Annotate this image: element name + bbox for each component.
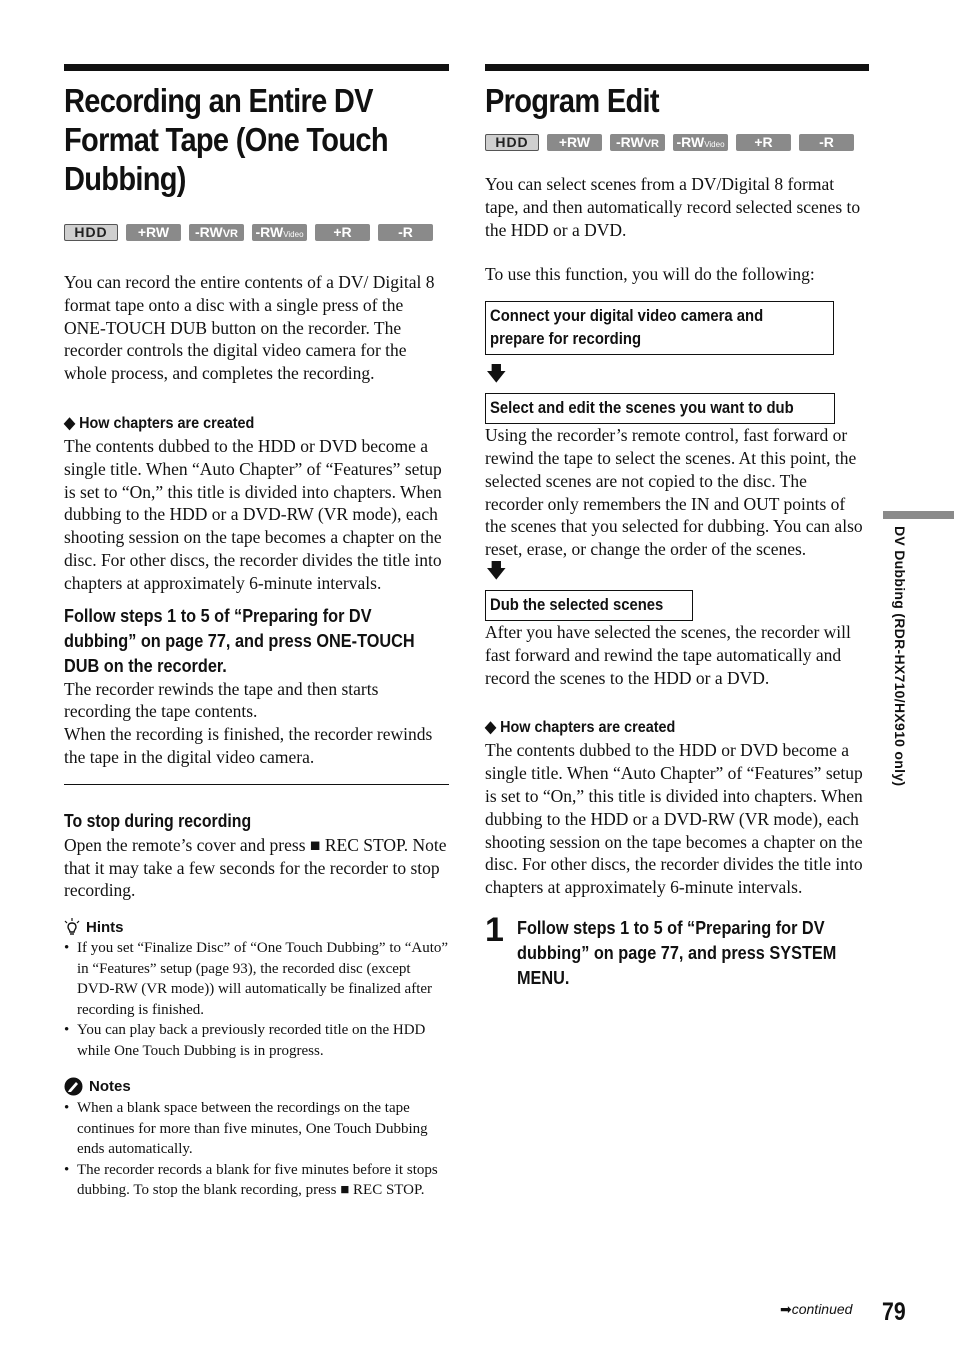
- section-title: Recording an Entire DV Format Tape (One Touch Dubbing): [64, 82, 388, 197]
- down-arrow-icon: 🡇: [486, 363, 507, 386]
- badge-plus-r: +R: [315, 224, 370, 241]
- hints-title: Hints: [64, 918, 449, 936]
- down-arrow-icon: 🡇: [486, 559, 507, 582]
- badge-plus-r: +R: [736, 134, 791, 151]
- intro-paragraph: You can record the entire contents of a DV/ Digital 8 format tape onto a disc with a single press of the ONE-TOUCH DUB button on the recorder. The recorder controls the digital video camera for the whole process, and completes the recording.: [64, 272, 435, 384]
- notes-title: Notes: [64, 1077, 449, 1096]
- notes-list: [64, 1098, 449, 1201]
- badge-minus-rw-vr: -RWVR: [189, 224, 244, 241]
- chapters-heading: ◆ How chapters are created: [485, 719, 676, 737]
- title-rule: [64, 64, 449, 71]
- right-column: [485, 64, 869, 990]
- note-icon: [64, 1077, 83, 1096]
- flow-box-connect: Connect your digital video camera and prepare for recording: [485, 301, 834, 355]
- disc-type-badges: [64, 224, 449, 241]
- badge-minus-rw-video: -RWVideo: [252, 224, 307, 241]
- continued-label: ➡continued: [780, 1301, 853, 1317]
- badge-hdd: HDD: [485, 134, 539, 151]
- flow-box-dub: Dub the selected scenes: [485, 590, 693, 621]
- hints-list: [64, 938, 449, 1061]
- list-item: • When a blank space between the recordings on the tape continues for more than five minutes, One Touch Dubbing ends automatically.: [64, 1098, 449, 1160]
- arrow-right-icon: ➡: [780, 1301, 792, 1317]
- flow-box-select: Select and edit the scenes you want to dub: [485, 393, 835, 424]
- list-item: • You can play back a previously recorded title on the HDD while One Touch Dubbing is in progress.: [64, 1020, 449, 1061]
- lightbulb-icon: [64, 918, 80, 936]
- left-column: [64, 64, 449, 1201]
- side-tab-label: DV Dubbing (RDR-HX710/HX910 only): [892, 526, 908, 787]
- badge-minus-r: -R: [799, 134, 854, 151]
- step-heading: Follow steps 1 to 5 of “Preparing for DV dubbing” on page 77, and press SYSTEM MENU.: [517, 916, 837, 988]
- program-edit-title: Program Edit: [485, 82, 659, 119]
- badge-hdd: HDD: [64, 224, 118, 241]
- divider: [64, 784, 449, 785]
- step-number: 1: [485, 910, 504, 949]
- chapters-heading: ◆ How chapters are created: [64, 414, 255, 432]
- step-text-1: The recorder rewinds the tape and then starts recording the tape contents.: [64, 678, 379, 722]
- step-heading: Follow steps 1 to 5 of “Preparing for DV dubbing” on page 77, and press ONE-TOUCH DUB on the recorder.: [64, 604, 415, 676]
- disc-type-badges: [485, 134, 869, 151]
- stop-heading: To stop during recording: [64, 810, 252, 831]
- step-1: [485, 910, 869, 990]
- badge-minus-rw-vr: -RWVR: [610, 134, 665, 151]
- chapters-paragraph: The contents dubbed to the HDD or DVD become a single title. When “Auto Chapter” of “Features” setup is set to “On,” this title is divided into chapters. When dubbing to the HDD or a DVD-RW (VR mode), each shooting session on the tape becomes a chapter on the disc. For other discs, the recorder divides the title into chapters at approximately 6-minute intervals.: [485, 740, 863, 898]
- step-text-2: When the recording is finished, the recorder rewinds the tape in the digital video camera.: [64, 724, 433, 767]
- badge-minus-rw-video: -RWVideo: [673, 134, 728, 151]
- page-number: 79: [882, 1298, 906, 1326]
- list-item: • If you set “Finalize Disc” of “One Touch Dubbing” to “Auto” in “Features” setup (page 93), the recorded disc (except DVD-RW (VR mode)) will automatically be finalized after recording is finished.: [64, 938, 449, 1020]
- stop-paragraph: Open the remote’s cover and press ■ REC STOP. Note that it may take a few seconds for the recorder to stop recording.: [64, 834, 447, 901]
- chapters-paragraph: The contents dubbed to the HDD or DVD become a single title. When “Auto Chapter” of “Features” setup is set to “On,” this title is divided into chapters. When dubbing to the HDD or a DVD-RW (VR mode), each shooting session on the tape becomes a chapter on the disc. For other discs, the recorder divides the title into chapters at approximately 6-minute intervals.: [64, 435, 442, 593]
- flow-dub-text: After you have selected the scenes, the recorder will fast forward and rewind the tape automatically and record the scenes to the HDD or a DVD.: [485, 621, 851, 688]
- flow-select-text: Using the recorder’s remote control, fast forward or rewind the tape to select the scenes. At this point, the selected scenes are not copied to the disc. The recorder only remembers the IN and OUT points of the scenes that you selected for dubbing. You can also reset, erase, or change the order of the scenes.: [485, 425, 863, 560]
- side-tab-marker: [883, 511, 954, 519]
- badge-plus-rw: +RW: [126, 224, 181, 241]
- badge-plus-rw: +RW: [547, 134, 602, 151]
- title-rule: [485, 64, 869, 71]
- list-item: • The recorder records a blank for five minutes before it stops dubbing. To stop the blank recording, press ■ REC STOP.: [64, 1160, 449, 1201]
- intro-paragraph-2: To use this function, you will do the following:: [485, 264, 815, 285]
- badge-minus-r: -R: [378, 224, 433, 241]
- intro-paragraph: You can select scenes from a DV/Digital 8 format tape, and then automatically record selected scenes to the HDD or a DVD.: [485, 174, 861, 240]
